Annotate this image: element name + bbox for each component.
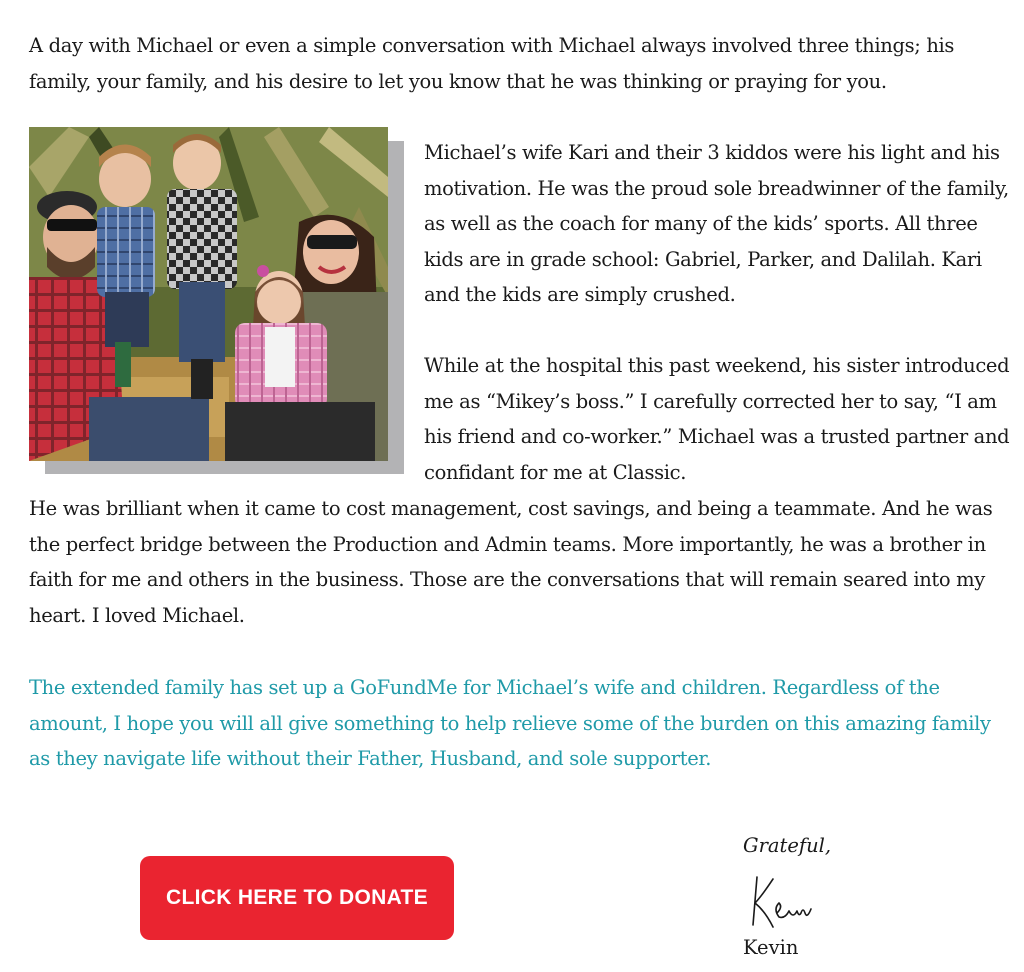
family-paragraph: Michael’s wife Kari and their 3 kiddos were his light and his motivation. He was the proud sole breadwinner of the family, as well as the coach for many of the kids’ sports. All three kids are in grade school: Gabriel, Parker, and Dalilah. Kari and the kids are simply crushed. xyxy=(424,141,1009,306)
hospital-paragraph: While at the hospital this past weekend, his sister introduced me as “Mikey’s boss.” I carefully corrected her to say, “I am his friend and co-worker.” Michael was a trusted partner and confidant for me at Classic. xyxy=(424,354,1010,484)
right-column xyxy=(424,135,1014,490)
signer-name: Kevin xyxy=(743,936,799,959)
closing-block xyxy=(743,831,943,963)
signature-icon xyxy=(743,867,833,937)
gofundme-appeal: The extended family has set up a GoFundMe for Michael’s wife and children. Regardless of the amount, I hope you will all give something to help relieve some of the burden on this amazing family as they navigate life without their Father, Husband, and sole supporter. xyxy=(29,676,991,770)
letter-body xyxy=(29,28,1010,959)
donate-button[interactable]: CLICK HERE TO DONATE xyxy=(140,856,454,940)
intro-paragraph: A day with Michael or even a simple conversation with Michael always involved three things; his family, your family, and his desire to let you know that he was thinking or praying for you. xyxy=(29,34,955,93)
family-photo-frame xyxy=(29,127,404,474)
salutation: Grateful, xyxy=(743,834,832,857)
continued-paragraph: He was brilliant when it came to cost management, cost savings, and being a teammate. And he was the perfect bridge between the Production and Admin teams. More importantly, he was a brother in faith for me and others in the business. Those are the conversations that will remain seared into my heart. I loved Michael. xyxy=(29,497,993,627)
family-photo-icon xyxy=(29,127,388,461)
